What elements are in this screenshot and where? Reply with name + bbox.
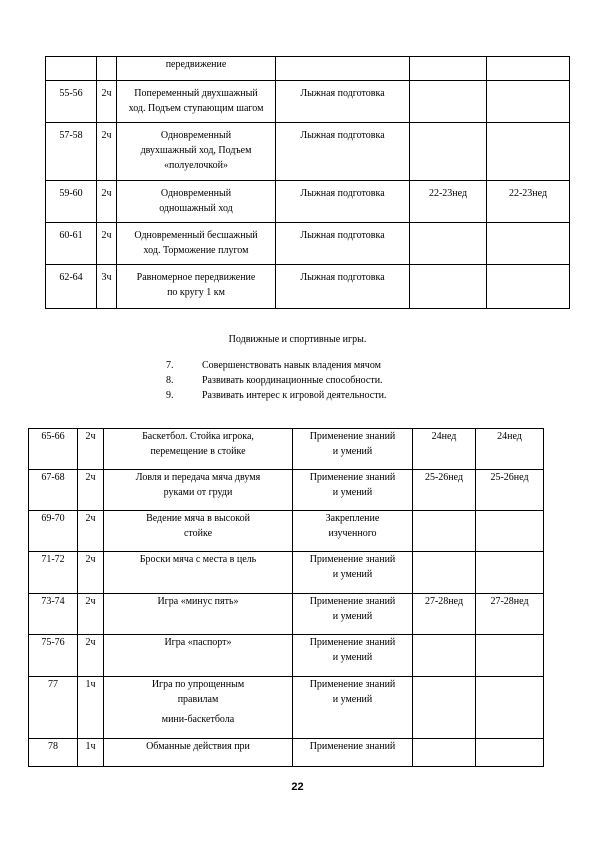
goal-text: Развивать интерес к игровой деятельности. <box>202 390 387 401</box>
table-row <box>46 57 570 81</box>
topic-text: двухшажный ход, Подъем <box>140 145 252 156</box>
plan-date-cell <box>413 739 476 767</box>
topic-cell <box>117 57 276 81</box>
goal-text: Совершенствовать навык владения мячом <box>202 360 381 371</box>
lesson-type-cell <box>293 739 413 767</box>
hours-cell: 2ч <box>78 511 104 552</box>
table-row <box>46 123 570 181</box>
lesson-type-cell <box>293 470 413 511</box>
lesson-number-cell: 69-70 <box>29 511 78 552</box>
lesson-type-text: и умений <box>332 569 373 580</box>
plan-date-cell <box>413 552 476 594</box>
plan-date-cell <box>410 57 487 81</box>
hours-cell: 2ч <box>78 594 104 635</box>
table-row <box>29 429 544 470</box>
plan-date-cell: 24нед <box>413 429 476 470</box>
hours-cell: 1ч <box>78 739 104 767</box>
lesson-type-text: Применение знаний <box>309 637 396 648</box>
lesson-number-cell: 57-58 <box>46 123 97 181</box>
lesson-number-cell: 73-74 <box>29 594 78 635</box>
hours-cell: 2ч <box>78 429 104 470</box>
topic-cell <box>104 739 293 767</box>
lesson-type-text: и умений <box>332 652 373 663</box>
lesson-type-text: Применение знаний <box>309 741 396 752</box>
hours-cell: 2ч <box>97 181 117 223</box>
lesson-type-text: Применение знаний <box>309 431 396 442</box>
table-row <box>29 739 544 767</box>
fact-date-cell <box>476 677 544 739</box>
topic-cell <box>117 265 276 309</box>
hours-cell: 2ч <box>78 552 104 594</box>
lesson-type-text: и умений <box>332 611 373 622</box>
fact-date-cell <box>476 511 544 552</box>
section-title: Подвижные и спортивные игры. <box>228 334 367 345</box>
lesson-number-cell: 67-68 <box>29 470 78 511</box>
lesson-type-text: изученного <box>328 528 377 539</box>
plan-date-cell: 25-26нед <box>413 470 476 511</box>
plan-date-cell <box>410 265 487 309</box>
plan-date-cell <box>413 677 476 739</box>
topic-cell <box>104 429 293 470</box>
plan-date-cell <box>410 223 487 265</box>
fact-date-cell <box>487 123 570 181</box>
lesson-type-cell <box>276 57 410 81</box>
table-row <box>29 470 544 511</box>
lesson-type-text: Закрепление <box>325 513 380 524</box>
lesson-number-cell: 60-61 <box>46 223 97 265</box>
lesson-type-cell: Лыжная подготовка <box>276 223 410 265</box>
topic-cell <box>104 470 293 511</box>
lesson-type-text: Применение знаний <box>309 679 396 690</box>
fact-date-cell <box>476 635 544 677</box>
fact-date-cell: 22-23нед <box>487 181 570 223</box>
topic-text: Игра «паспорт» <box>164 637 232 648</box>
fact-date-cell <box>487 57 570 81</box>
page-number: 22 <box>291 781 304 793</box>
plan-date-cell: 27-28нед <box>413 594 476 635</box>
lesson-number-cell: 77 <box>29 677 78 739</box>
plan-date-cell <box>410 81 487 123</box>
lesson-plan-table-top <box>45 56 570 309</box>
topic-text: передвижение <box>165 59 227 70</box>
fact-date-cell <box>487 265 570 309</box>
table-row <box>29 677 544 739</box>
lesson-number-cell: 65-66 <box>29 429 78 470</box>
lesson-number-cell <box>46 57 97 81</box>
topic-text: руками от груди <box>163 487 233 498</box>
hours-cell: 3ч <box>97 265 117 309</box>
lesson-type-text: и умений <box>332 694 373 705</box>
table-row <box>46 265 570 309</box>
lesson-type-cell <box>293 594 413 635</box>
lesson-type-cell: Лыжная подготовка <box>276 265 410 309</box>
hours-cell: 2ч <box>97 81 117 123</box>
topic-cell <box>117 81 276 123</box>
lesson-type-cell: Лыжная подготовка <box>276 123 410 181</box>
topic-cell <box>104 677 293 739</box>
table-row <box>29 552 544 594</box>
topic-text: правилам <box>177 694 219 705</box>
hours-cell: 2ч <box>97 123 117 181</box>
lesson-type-cell <box>293 635 413 677</box>
plan-date-cell <box>413 635 476 677</box>
hours-cell: 1ч <box>78 677 104 739</box>
topic-text: Попеременный двухшажный <box>134 88 258 99</box>
lesson-type-cell <box>293 677 413 739</box>
lesson-number-cell: 55-56 <box>46 81 97 123</box>
plan-date-cell <box>410 123 487 181</box>
fact-date-cell: 24нед <box>476 429 544 470</box>
lesson-number-cell: 78 <box>29 739 78 767</box>
lesson-type-text: и умений <box>332 487 373 498</box>
plan-date-cell: 22-23нед <box>410 181 487 223</box>
table-row <box>29 594 544 635</box>
topic-cell <box>104 552 293 594</box>
topic-cell <box>104 635 293 677</box>
topic-text: мини-баскетбола <box>161 714 235 725</box>
topic-text: одношажный ход <box>159 203 233 214</box>
goal-text: Развивать координационные способности. <box>202 375 383 386</box>
topic-text: «полуелочкой» <box>164 160 228 171</box>
lesson-type-cell: Лыжная подготовка <box>276 181 410 223</box>
topic-text: по кругу 1 км <box>167 287 225 298</box>
lesson-number-cell: 62-64 <box>46 265 97 309</box>
fact-date-cell <box>476 552 544 594</box>
fact-date-cell <box>487 81 570 123</box>
lesson-type-text: Применение знаний <box>309 472 396 483</box>
table-row <box>46 223 570 265</box>
lesson-number-cell: 75-76 <box>29 635 78 677</box>
goal-number: 7. <box>166 360 174 371</box>
topic-text: Обманные действия при <box>146 741 250 752</box>
hours-cell: 2ч <box>78 470 104 511</box>
topic-text: Одновременный <box>160 130 232 141</box>
lesson-number-cell: 71-72 <box>29 552 78 594</box>
hours-cell <box>97 57 117 81</box>
fact-date-cell: 27-28нед <box>476 594 544 635</box>
topic-text: Ведение мяча в высокой <box>146 513 250 524</box>
topic-cell <box>104 511 293 552</box>
lesson-type-cell <box>293 552 413 594</box>
hours-cell: 2ч <box>78 635 104 677</box>
table-row <box>46 181 570 223</box>
fact-date-cell <box>476 739 544 767</box>
topic-text: стойке <box>183 528 213 539</box>
fact-date-cell <box>487 223 570 265</box>
plan-date-cell <box>413 511 476 552</box>
table-row <box>29 635 544 677</box>
lesson-type-cell <box>293 429 413 470</box>
topic-text: ход. Торможение плугом <box>143 245 249 256</box>
table-row <box>46 81 570 123</box>
lesson-plan-table-bottom <box>28 428 544 767</box>
topic-cell <box>117 223 276 265</box>
topic-text: ход. Подъем ступающим шагом <box>128 103 264 114</box>
table-row <box>29 511 544 552</box>
fact-date-cell: 25-26нед <box>476 470 544 511</box>
topic-text: Одновременный <box>160 188 232 199</box>
topic-text: Игра «минус пять» <box>157 596 239 607</box>
topic-text: Ловля и передача мяча двумя <box>135 472 261 483</box>
topic-cell <box>117 181 276 223</box>
hours-cell: 2ч <box>97 223 117 265</box>
topic-cell <box>117 123 276 181</box>
topic-cell <box>104 594 293 635</box>
topic-text: Игра по упрощенным <box>151 679 245 690</box>
topic-text: Броски мяча с места в цель <box>139 554 257 565</box>
lesson-type-cell <box>293 511 413 552</box>
lesson-number-cell: 59-60 <box>46 181 97 223</box>
topic-text: Равномерное передвижение <box>136 272 256 283</box>
topic-text: Одновременный бесшажный <box>134 230 258 241</box>
goal-number: 8. <box>166 375 174 386</box>
topic-text: перемещение в стойке <box>150 446 246 457</box>
lesson-type-text: и умений <box>332 446 373 457</box>
topic-text: Баскетбол. Стойка игрока, <box>142 431 254 442</box>
goal-number: 9. <box>166 390 174 401</box>
lesson-type-cell: Лыжная подготовка <box>276 81 410 123</box>
lesson-type-text: Применение знаний <box>309 554 396 565</box>
lesson-type-text: Применение знаний <box>309 596 396 607</box>
